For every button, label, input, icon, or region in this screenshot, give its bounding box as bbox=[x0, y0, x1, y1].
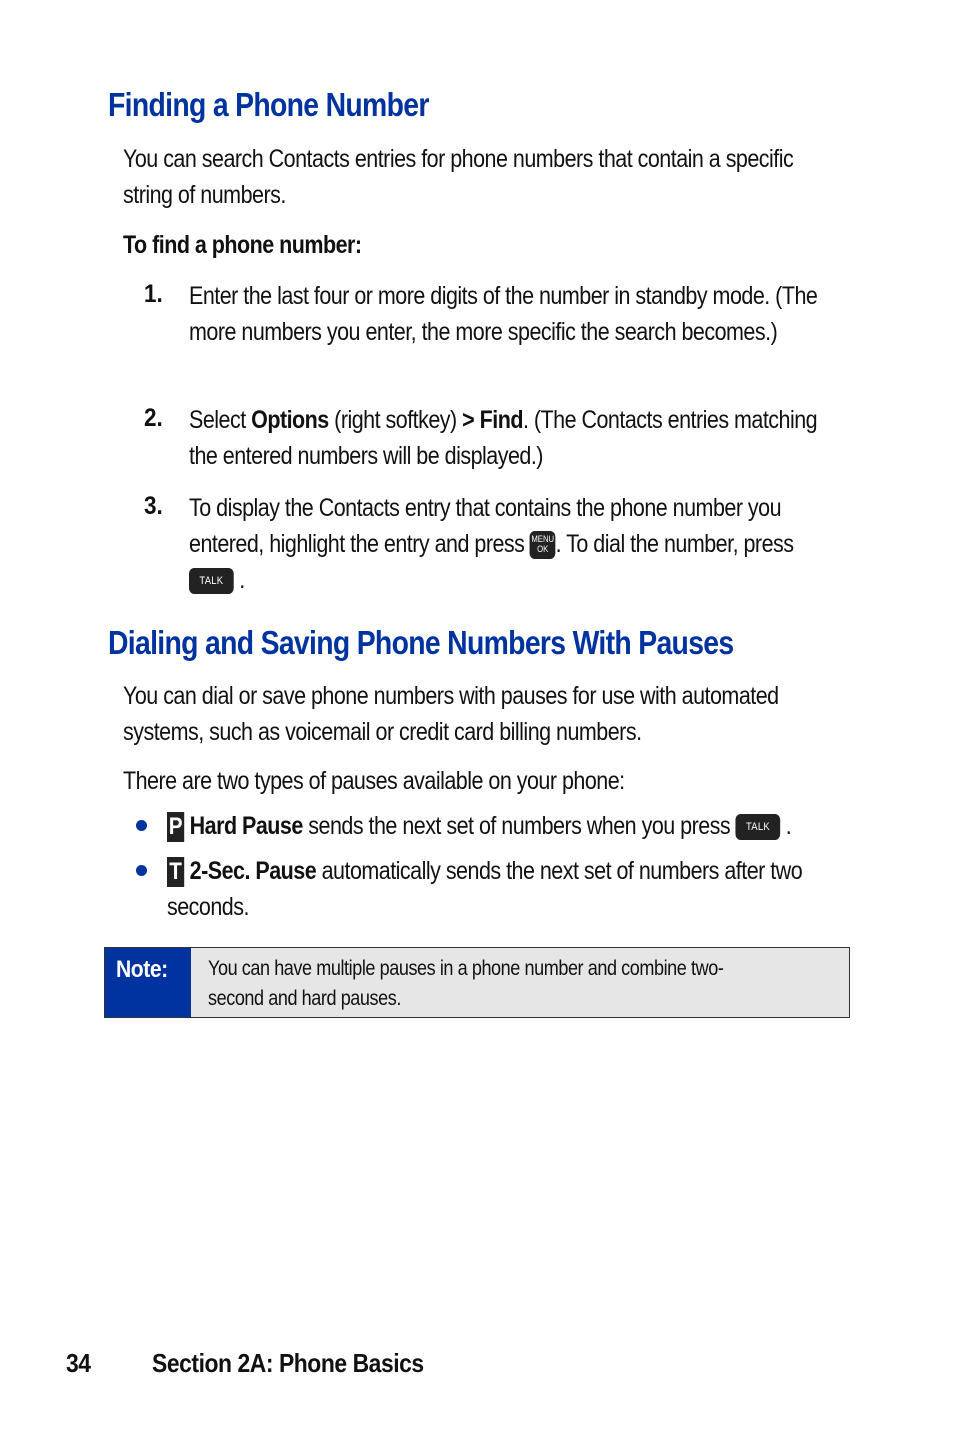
step-number-1: 1. bbox=[144, 280, 163, 308]
note-text-content: You can have multiple pauses in a phone number and combine two-second and hard pauses. bbox=[208, 957, 724, 1010]
options-label: Options bbox=[251, 406, 329, 434]
bullet-2sec-pause bbox=[167, 853, 846, 925]
pause-types-intro: There are two types of pauses available on your phone: bbox=[123, 767, 625, 795]
step-1-text: Enter the last four or more digits of the number in standby mode. (The more numbers you enter, the more specific the search becomes.) bbox=[189, 282, 818, 346]
bullet-dot-hard-pause bbox=[136, 820, 147, 831]
note-box bbox=[104, 947, 850, 1018]
talk-key-icon: TALK bbox=[736, 814, 781, 840]
step-number-2: 2. bbox=[144, 404, 163, 432]
step-2-text bbox=[189, 402, 843, 474]
section1-intro: You can search Contacts entries for phone numbers that contain a specific string of numbers. bbox=[123, 145, 794, 209]
two-sec-pause-desc: automatically sends the next set of numbers after two seconds. bbox=[167, 857, 803, 921]
step-3-mid: . To dial the number, press bbox=[555, 530, 794, 558]
step-2-post: . (The Contacts entries matching the entered numbers will be displayed.) bbox=[189, 406, 818, 470]
menu-key-line1: MENU bbox=[531, 534, 555, 545]
step-3-post: . bbox=[239, 566, 245, 594]
menu-ok-key-icon bbox=[530, 531, 556, 559]
find-label: > Find bbox=[462, 406, 523, 434]
page-number: 34 bbox=[66, 1348, 91, 1378]
note-label bbox=[105, 948, 191, 1017]
hard-pause-icon: P bbox=[168, 813, 183, 841]
heading-finding-phone-number: Finding a Phone Number bbox=[108, 86, 429, 123]
menu-key-line2: OK bbox=[537, 544, 549, 555]
hard-pause-desc: sends the next set of numbers when you press bbox=[302, 812, 736, 840]
step-2-mid: (right softkey) bbox=[328, 406, 463, 434]
two-second-pause-icon: T bbox=[167, 857, 184, 887]
step-number-3: 3. bbox=[144, 492, 163, 520]
note-text bbox=[191, 948, 849, 1017]
heading-dialing-with-pauses: Dialing and Saving Phone Numbers With Pauses bbox=[108, 624, 734, 661]
note-label-text: Note: bbox=[116, 956, 168, 983]
step-2-pre: Select bbox=[189, 406, 252, 434]
subheading-to-find: To find a phone number: bbox=[123, 231, 362, 259]
footer-section-title: Section 2A: Phone Basics bbox=[152, 1348, 424, 1378]
bullet-dot-2sec-pause bbox=[136, 865, 147, 876]
hard-pause-label: Hard Pause bbox=[189, 812, 303, 840]
hard-pause-post: . bbox=[785, 812, 792, 840]
talk-key-icon: TALK bbox=[189, 568, 234, 594]
step-3-pre: To display the Contacts entry that contains the phone number you entered, highlight the entry and press bbox=[189, 494, 782, 558]
step-3-text bbox=[189, 490, 843, 598]
bullet-hard-pause bbox=[167, 808, 855, 844]
section2-intro: You can dial or save phone numbers with pauses for use with automated systems, such as voicemail or credit card billing numbers. bbox=[123, 682, 779, 746]
two-sec-pause-label: 2-Sec. Pause bbox=[189, 857, 317, 885]
